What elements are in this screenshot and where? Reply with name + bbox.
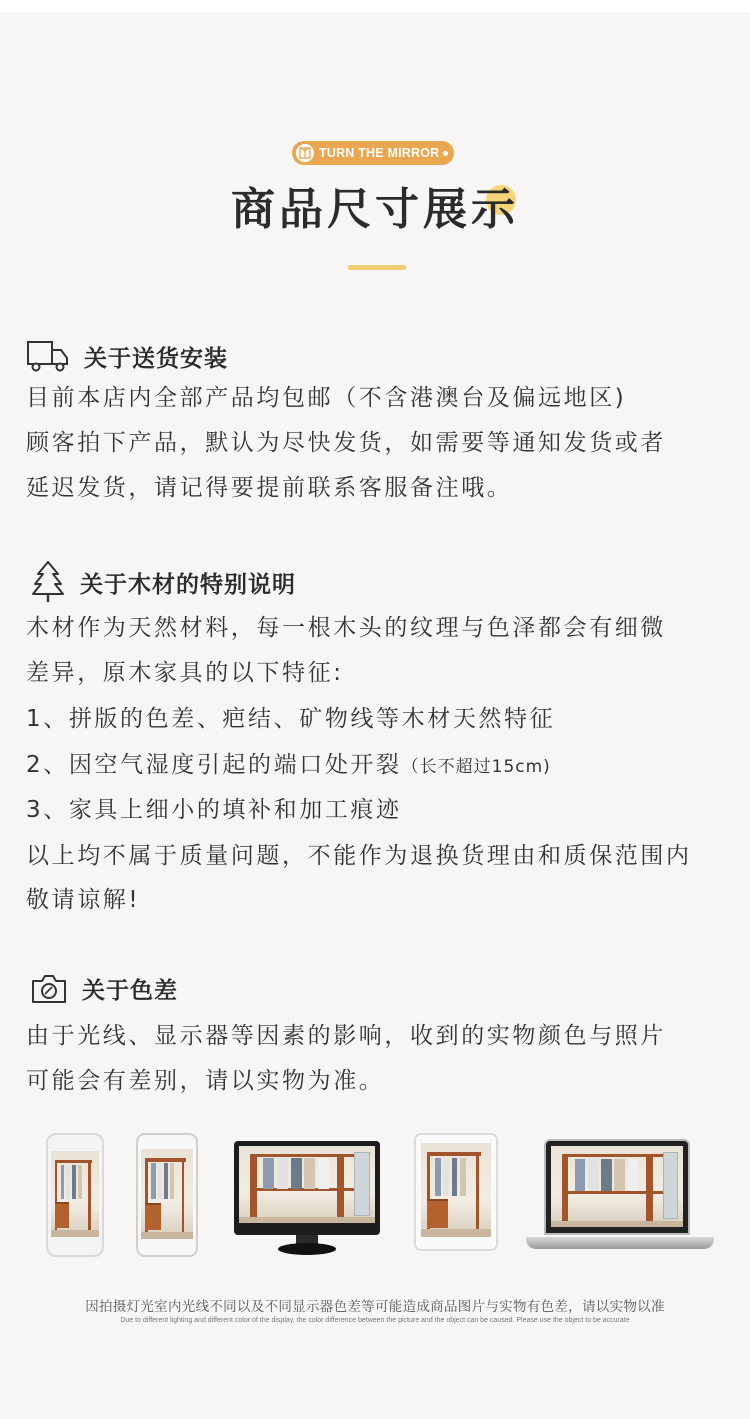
section-title: 关于送货安装 — [84, 345, 228, 372]
page-title: 商品尺寸展示 — [231, 184, 519, 235]
section-color-header — [30, 972, 178, 1005]
pine-tree-icon — [30, 560, 66, 604]
title-underline — [348, 265, 406, 270]
color-line-2: 可能会有差别，请以实物为准。 — [26, 1068, 385, 1094]
wood-line-5: 3、家具上细小的填补和加工痕迹 — [26, 797, 402, 823]
wood-line-4-main: 2、因空气湿度引起的端口处开裂 — [26, 752, 402, 778]
laptop-device — [544, 1139, 690, 1235]
desktop-monitor-device — [234, 1141, 380, 1235]
delivery-line-3: 延迟发货，请记得要提前联系客服备注哦。 — [26, 475, 513, 501]
delivery-line-2: 顾客拍下产品，默认为尽快发货，如需要等通知发货或者 — [26, 430, 666, 456]
turn-the-mirror-badge — [292, 141, 454, 165]
color-line-1: 由于光线、显示器等因素的影响，收到的实物颜色与照片 — [26, 1023, 666, 1049]
device-screen-image — [141, 1149, 193, 1239]
section-delivery-header — [26, 338, 228, 374]
wood-line-4 — [26, 749, 551, 783]
badge-text: TURN THE MIRROR — [319, 146, 440, 160]
delivery-line-1: 目前本店内全部产品均包邮（不含港澳台及偏远地区) — [26, 385, 627, 411]
device-screen-image — [421, 1143, 491, 1237]
wood-line-6: 以上均不属于质量问题，不能作为退换货理由和质保范围内 — [26, 843, 692, 869]
top-strip — [0, 0, 750, 12]
color-difference-caption-en: Due to different lighting and different color of the display, the color difference between the picture and the object can be caused. Please use the object to be accurate — [120, 1317, 630, 1324]
iphone-device — [46, 1133, 104, 1257]
wood-line-7: 敬请谅解! — [26, 887, 141, 913]
tablet-device — [414, 1133, 498, 1251]
section-title: 关于色差 — [82, 978, 178, 1004]
section-title: 关于木材的特别说明 — [80, 571, 296, 598]
monitor-base — [278, 1243, 336, 1255]
wood-line-2: 差异，原木家具的以下特征: — [26, 660, 344, 686]
color-difference-caption-cn: 因拍摄灯光室内光线不同以及不同显示器色差等可能造成商品图片与实物有色差，请以实物以准 — [85, 1299, 665, 1315]
android-phone-device — [136, 1133, 198, 1257]
wardrobe-icon — [296, 144, 314, 162]
device-screen-image — [551, 1146, 683, 1227]
wood-line-4-note: （长不超过15cm) — [401, 757, 551, 777]
device-screen-image — [239, 1146, 375, 1223]
wood-line-1: 木材作为天然材料，每一根木头的纹理与色泽都会有细微 — [26, 615, 666, 641]
wood-line-3: 1、拼版的色差、疤结、矿物线等木材天然特征 — [26, 706, 556, 732]
devices-illustration — [0, 1125, 750, 1275]
badge-dot — [443, 151, 448, 156]
section-wood-header — [30, 560, 296, 604]
laptop-base — [526, 1237, 714, 1249]
delivery-truck-icon — [26, 338, 70, 374]
device-screen-image — [51, 1151, 99, 1237]
camera-icon — [30, 973, 68, 1005]
